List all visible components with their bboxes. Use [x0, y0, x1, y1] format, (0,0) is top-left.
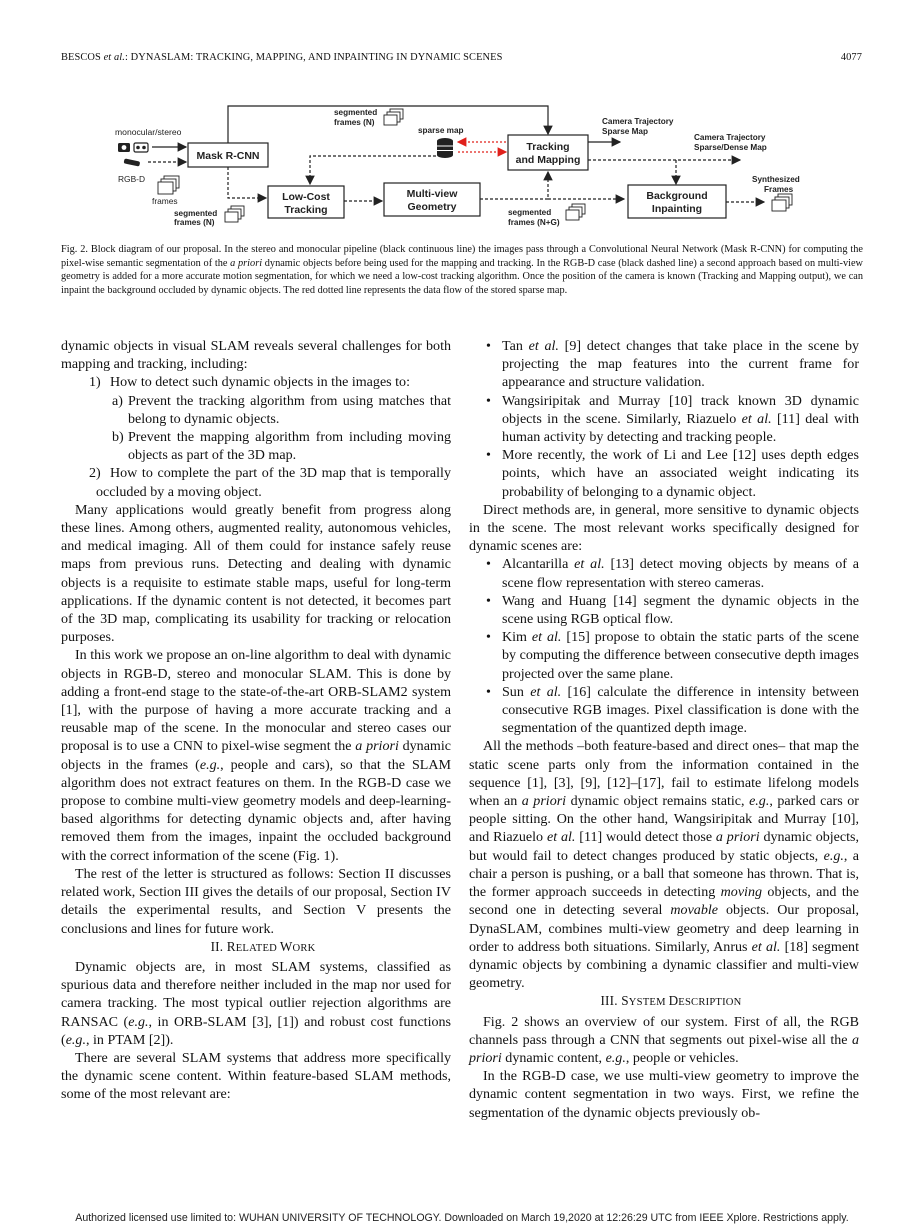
paragraph: There are several SLAM systems that address more specifically the dynamic scene content. Within feature-based SLAM methods, some of the most relevant are:	[61, 1049, 451, 1103]
bullet-item: • Sun et al. [16] calculate the difference in intensity between consecutive RGB images. Pixel classification is done with the segmentation of the quantized depth image.	[486, 683, 860, 737]
label-cam-traj-dense-1: Camera Trajectory	[694, 133, 766, 142]
bullet-item: • Alcantarilla et al. [13] detect moving objects by means of a scene flow representation with stereo cameras.	[486, 556, 860, 591]
block-diagram-figure	[100, 98, 840, 228]
tracking-mapping-label-1: Tracking	[526, 141, 570, 153]
section-heading-system-description: III. SYSTEM DESCRIPTION	[600, 993, 742, 1009]
page-number: 4077	[840, 52, 862, 63]
label-monocular-stereo: monocular/stereo	[115, 127, 182, 137]
multi-view-label-2: Geometry	[407, 201, 457, 213]
label-frames: frames	[152, 196, 178, 206]
paragraph: The rest of the letter is structured as follows: Section II discusses related work, Section III gives the details of our proposal, Section IV details the experimental results, and Section V presents the conclusions and lines for future work.	[61, 865, 451, 937]
label-rgbd: RGB-D	[118, 174, 145, 184]
label-segmented-top-2: frames (N)	[334, 118, 375, 127]
running-title: BESCOS et al.: DYNASLAM: TRACKING, MAPPING, AND INPAINTING IN DYNAMIC SCENES	[61, 52, 503, 63]
label-sparse-map: sparse map	[418, 126, 464, 135]
bullet-item: • Kim et al. [15] propose to obtain the static parts of the scene by computing the difference between consecutive depth images projected over the same plane.	[486, 629, 859, 682]
label-segmented-top-1: segmented	[334, 108, 378, 117]
label-cam-traj-sparse-1: Camera Trajectory	[602, 117, 674, 126]
background-label-2: Inpainting	[651, 203, 703, 215]
label-synthesized-2: Frames	[764, 185, 794, 194]
background-label-1: Background	[646, 190, 708, 202]
mask-rcnn-label: Mask R-CNN	[196, 150, 260, 162]
license-footer: Authorized licensed use limited to: WUHAN UNIVERSITY OF TECHNOLOGY. Downloaded on March 19,2020 at 12:26:29 UTC from IEEE Xplore. Restrictions apply.	[75, 1212, 849, 1224]
bullet-item: • More recently, the work of Li and Lee [12] uses depth edges points, which have an associated weight indicating its probability of belonging to a dynamic object.	[486, 447, 859, 500]
figure-caption: Fig. 2. Block diagram of our proposal. In the stereo and monocular pipeline (black continuous line) the images pass through a Convolutional Neural Network (Mask R-CNN) for computing the pixel-wise semantic segmentation of the a priori dynamic objects before being used for the mapping and tracking. In the RGB-D case (black dashed line) a second approach based on multi-view geometry is added for a more accurate motion segmentation, for which we need a low-cost tracking algorithm. Once the position of the camera is known (Tracking and Mapping output), we can inpaint the background occluded by dynamic objects. The red dotted line represents the data flow of the stored sparse map.	[61, 244, 863, 296]
label-segmented-ng-1: segmented	[508, 208, 552, 217]
label-synthesized-1: Synthesized	[752, 175, 800, 184]
paragraph: dynamic objects in visual SLAM reveals several challenges for both mapping and tracking, including:	[61, 338, 451, 373]
paragraph: All the methods –both feature-based and direct ones– that map the static scene parts only from the information contained in the sequence [1], [3], [9], [12]–[17], fail to estimate lifelong models when an a priori dynamic object remains static, e.g., parked cars or people sitting. On the other hand, Wangsiripitak and Murray [10], and Riazuelo et al. [11] would detect those a priori dynamic objects, but would fail to detect changes produced by static objects, e.g., a chair a person is pushing, or a ball that someone has thrown. That is, the former approach succeeds in detecting moving objects, and the second one in detecting several movable objects. Our proposal, DynaSLAM, combines multi-view geometry and deep learning in order to address both situations. Similarly, Anrus et al. [18] segment dynamic objects by combining a dynamic classifier and multi-view geometry.	[469, 738, 860, 992]
right-column	[469, 337, 859, 1122]
label-segmented-ng-2: frames (N+G)	[508, 218, 560, 227]
paragraph: Direct methods are, in general, more sensitive to dynamic objects in the scene. The most relevant works specifically designed for dynamic scenes are:	[469, 501, 859, 555]
tracking-mapping-label-2: and Mapping	[515, 154, 581, 166]
list-item: 1) How to detect such dynamic objects in the images to:	[89, 374, 410, 391]
list-item: a) Prevent the tracking algorithm from using matches that belong to dynamic objects.	[112, 392, 451, 427]
label-segmented-bottom-2: frames (N)	[174, 218, 215, 227]
frames-stack-icon-top	[384, 109, 403, 125]
frames-stack-icon-ng	[566, 204, 585, 220]
bullet-item: • Wangsiripitak and Murray [10] track known 3D dynamic objects in the scene. Similarly, Riazuelo et al. [11] deal with human activity by detecting and tracking people.	[486, 392, 859, 446]
database-icon	[437, 138, 453, 158]
paragraph: Fig. 2 shows an overview of our system. First of all, the RGB channels pass through a CNN that segments out pixel-wise all the a priori dynamic content, e.g., people or vehicles.	[469, 1013, 859, 1066]
paragraph: Dynamic objects are, in most SLAM systems, classified as spurious data and therefore neither included in the map nor used for camera tracking. The most typical outlier rejection algorithms are RANSAC (e.g., in ORB-SLAM [3], [1]) and robust cost functions (e.g., in PTAM [2]).	[61, 958, 451, 1048]
frames-stack-icon-input	[158, 176, 179, 194]
list-item: 2) How to complete the part of the 3D map that is temporally occluded by a moving object.	[89, 465, 451, 500]
list-item: b) Prevent the mapping algorithm from including moving objects as part of the 3D map.	[112, 429, 451, 464]
section-heading-related-work: II. RELATED WORK	[210, 938, 316, 954]
camera-icon	[118, 143, 148, 152]
bullet-item: • Tan et al. [9] detect changes that take place in the scene by projecting the map features into the current frame for appearance and structure validation.	[486, 338, 859, 391]
low-cost-tracking-label-2: Tracking	[284, 204, 328, 216]
paragraph: In this work we propose an on-line algorithm to deal with dynamic objects in RGB-D, stereo and monocular SLAM. This is done by adding a front-end stage to the state-of-the-art ORB-SLAM2 system [1], with the purpose of having a more accurate tracking and a reusable map of the scene. In the monocular and stereo cases our proposal is to use a CNN to pixel-wise segment the a priori dynamic objects in the frames (e.g., people and cars), so that the SLAM algorithm does not extract features on them. In the RGB-D case we propose to combine multi-view geometry models and deep-learning-based algorithms for detecting dynamic objects and, after having removed them from the images, inpaint the occluded background with the correct information of the scene (Fig. 1).	[61, 647, 451, 864]
paragraph: Many applications would greatly benefit from progress along these lines. Among others, augmented reality, autonomous vehicles, and medical imaging. All of them could for instance safely reuse maps from previous runs. Detecting and dealing with dynamic objects is a requisite to estimate stable maps, useful for long-term applications. If the dynamic content is not detected, it becomes part of the 3D map, complicating its usability for tracking or relocation purposes.	[61, 501, 451, 646]
block-diagram	[100, 98, 840, 228]
label-cam-traj-dense-2: Sparse/Dense Map	[694, 143, 767, 152]
label-segmented-bottom-1: segmented	[174, 209, 218, 218]
multi-view-label-1: Multi-view	[406, 188, 458, 200]
low-cost-tracking-label-1: Low-Cost	[282, 191, 330, 203]
running-header	[61, 52, 862, 66]
left-column	[61, 337, 451, 1104]
label-cam-traj-sparse-2: Sparse Map	[602, 127, 648, 136]
rgbd-sensor-icon	[124, 158, 141, 166]
frames-stack-icon-bottom	[225, 206, 244, 222]
frames-stack-icon-output	[772, 194, 792, 211]
bullet-item: • Wang and Huang [14] segment the dynamic objects in the scene using RGB optical flow.	[486, 592, 859, 628]
paragraph: In the RGB-D case, we use multi-view geometry to improve the dynamic content segmentation in two ways. First, we refine the segmentation of the dynamic objects previously ob-	[469, 1068, 859, 1121]
